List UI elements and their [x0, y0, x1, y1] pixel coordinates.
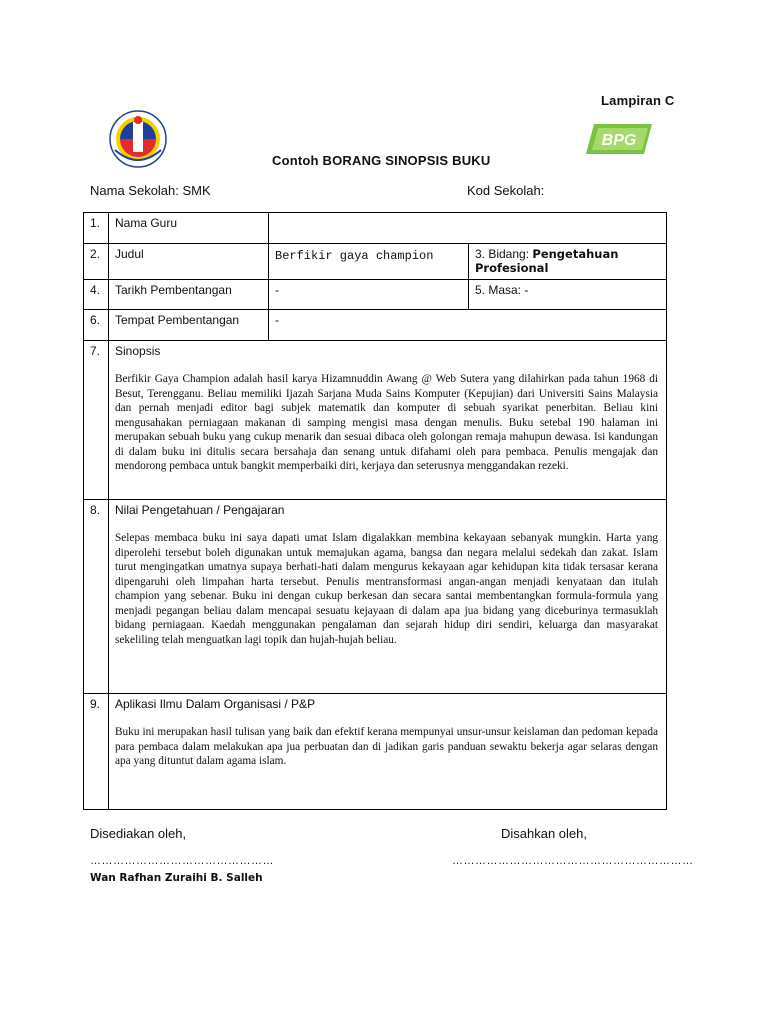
duration-field[interactable]: 5. Masa: -: [469, 280, 667, 310]
title-field[interactable]: Berfikir gaya champion: [269, 244, 469, 280]
row-number: 7.: [84, 341, 109, 500]
field-label: 3. Bidang:: [475, 247, 530, 261]
application-cell: [109, 694, 667, 810]
attachment-label: Lampiran C: [601, 93, 675, 108]
table-row-presentation-venue: [84, 310, 667, 341]
table-row-title: [84, 244, 667, 280]
presentation-venue-field[interactable]: -: [269, 310, 667, 341]
field-value[interactable]: Pengetahuan Profesional: [475, 247, 619, 275]
signature-line-left[interactable]: …………………………………………: [90, 855, 274, 867]
row-number: 2.: [84, 244, 109, 280]
synopsis-label: Sinopsis: [115, 344, 161, 358]
synopsis-cell: [109, 341, 667, 500]
knowledge-value-label: Nilai Pengetahuan / Pengajaran: [115, 503, 285, 517]
presentation-date-field[interactable]: -: [269, 280, 469, 310]
signer-name: Wan Rafhan Zuraihi B. Salleh: [90, 872, 263, 884]
ministry-emblem-icon: [105, 110, 171, 170]
row-number: 4.: [84, 280, 109, 310]
application-text[interactable]: Buku ini merupakan hasil tulisan yang baik dan efektif kerana mempunyai unsur-unsur keislaman dan pedoman kepada para pembaca dalam melakukan apa jua perbuatan dan di jadikan garis panduan sewaktu bekerja agar selaras dengan apa yang dituntut dalam agama islam.: [115, 726, 658, 767]
knowledge-value-text[interactable]: Selepas membaca buku ini saya dapati umat Islam digalakkan membina kekayaan sebanyak mungkin. Harta yang diperolehi tersebut boleh digunakan untuk memajukan agama, bangsa dan negara melalui sedekah dan zakat. Islam turut mengingatkan umatnya supaya berhati-hati dalam mengurus kekayaan agar kehidupan kita tidak tersasar kerana dipengaruhi oleh limpahan harta tersebut. Penulis mentransformasi angan-angan menjadi kenyataan dan itulah champion yang sebenar. Buku ini dengan cukup berkesan dan secara santai membentangkan formula-formula yang menjadi pegangan beliau dalam mencapai sesuatu kejayaan di dalam apa jua bidang yang diceburinya termasuklah bidang perniagaan. Kaedah menggunakan pengalaman dan sejarah hidup diri sendiri, keluarga dan masyarakat sekeliling telah menguatkan lagi topik dan hujah-hujah beliau.: [115, 532, 658, 646]
form-title: Contoh BORANG SINOPSIS BUKU: [272, 153, 491, 168]
table-row-knowledge-value: [84, 500, 667, 694]
application-label: Aplikasi Ilmu Dalam Organisasi / P&P: [115, 697, 316, 711]
school-name-label: Nama Sekolah: SMK: [90, 183, 211, 198]
field-cell: [469, 244, 667, 280]
approved-by-label: Disahkan oleh,: [501, 826, 587, 841]
row-number: 6.: [84, 310, 109, 341]
teacher-name-field[interactable]: [269, 213, 667, 244]
signature-line-right[interactable]: ………………………………………………………: [452, 855, 694, 867]
synopsis-form-table: [83, 212, 667, 810]
teacher-name-label: Nama Guru: [109, 213, 269, 244]
table-row-teacher-name: [84, 213, 667, 244]
title-label: Judul: [109, 244, 269, 280]
table-row-presentation-date: [84, 280, 667, 310]
school-code-label: Kod Sekolah:: [467, 183, 545, 198]
table-row-application: [84, 694, 667, 810]
synopsis-text[interactable]: Berfikir Gaya Champion adalah hasil karya Hizamnuddin Awang @ Web Sutera yang dilahirkan pada tahun 1968 di Besut, Terengganu. Beliau memiliki Ijazah Sarjana Muda Sains Komputer (Kepujian) dari Universiti Sains Malaysia dan pernah menjadi editor bagi subjek matematik dan komputer di sebuah syarikat penerbitan. Beliau kini mengusahakan perniagaan makanan di samping mengisi masa dengan menulis. Buku setebal 190 halaman ini merupakan sebuah buku yang cukup menarik dan sesuai dibaca oleh golongan remaja mahupun dewasa. Isi kandungan di dalam buku ini ditulis secara bersahaja dan senang untuk difahami oleh para pembaca. Penulis mengajak dan mendorong pembaca untuk bangkit memperbaiki diri, kerjaya dan seterusnya menggandakan rezeki.: [115, 373, 658, 472]
table-row-synopsis: [84, 341, 667, 500]
row-number: 1.: [84, 213, 109, 244]
row-number: 8.: [84, 500, 109, 694]
row-number: 9.: [84, 694, 109, 810]
presentation-venue-label: Tempat Pembentangan: [109, 310, 269, 341]
prepared-by-label: Disediakan oleh,: [90, 826, 187, 841]
knowledge-value-cell: [109, 500, 667, 694]
presentation-date-label: Tarikh Pembentangan: [109, 280, 269, 310]
bpg-logo-text: BPG: [601, 132, 637, 149]
bpg-logo-icon: [586, 120, 654, 158]
